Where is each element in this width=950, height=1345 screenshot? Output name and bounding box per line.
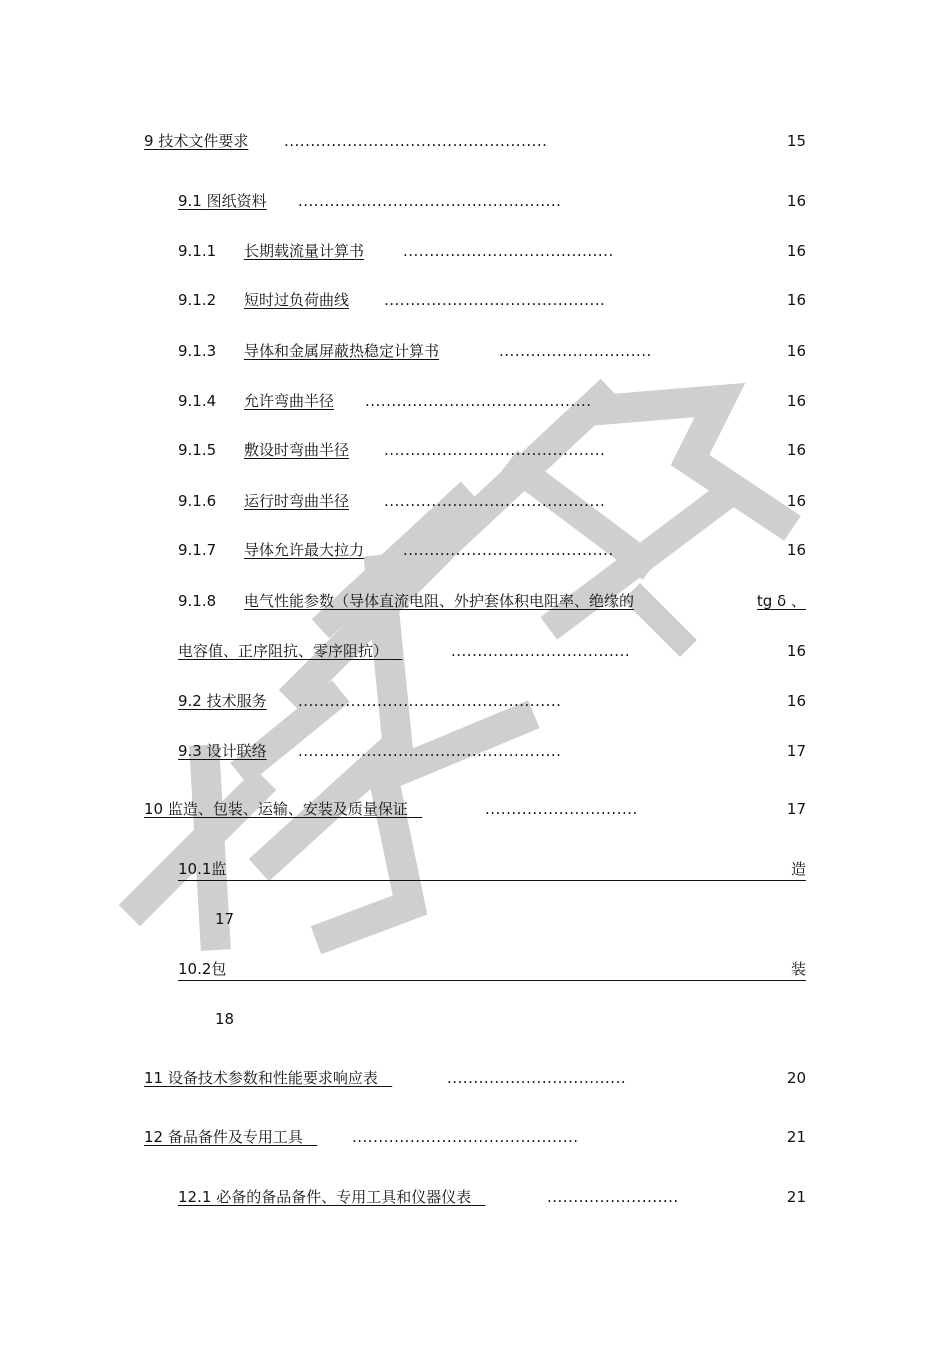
toc-entry-label: 9.1.4 允许弯曲半径 — [178, 392, 335, 410]
toc-entry[interactable] — [178, 340, 806, 362]
toc-entry-label: 9.1.3 导体和金属屏蔽热稳定计算书 — [178, 342, 440, 360]
leader-dots: ............................. — [499, 342, 652, 360]
toc-entry-label: 9.1 图纸资料 — [178, 192, 267, 210]
toc-entry[interactable] — [144, 1126, 806, 1148]
toc-entry[interactable] — [178, 740, 806, 762]
toc-entry[interactable] — [178, 490, 806, 512]
toc-entry-label: 电容值、正序阻抗、零序阻抗） — [178, 642, 389, 660]
page-number: 20 — [786, 1069, 806, 1087]
toc-entry-label: 9.1.7 导体允许最大拉力 — [178, 541, 365, 559]
leader-dots: ........................................ — [403, 242, 614, 260]
page-number: 17 — [786, 800, 806, 818]
toc-entry-label: 9.1.1 长期载流量计算书 — [178, 242, 365, 260]
underline-rule — [178, 980, 806, 981]
toc-entry[interactable] — [178, 590, 806, 612]
leader-dots: ........................................ — [403, 541, 614, 559]
leader-dots: ........................................... — [352, 1128, 579, 1146]
page-number: 16 — [786, 642, 806, 660]
leader-dots: .................................................. — [284, 132, 548, 150]
toc-entry[interactable] — [178, 390, 806, 412]
underline-rule — [178, 880, 806, 881]
leader-dots: ............................. — [485, 800, 638, 818]
toc-entry-label: 10.2包 — [178, 960, 227, 978]
toc-entry[interactable] — [178, 240, 806, 262]
leader-dots: ........................................... — [365, 392, 592, 410]
toc-entry-label: 12.1 必备的备品备件、专用工具和仪器仪表 — [178, 1188, 472, 1206]
toc-entry[interactable] — [178, 439, 806, 461]
page-number: 17 — [786, 742, 806, 760]
toc-entry-continuation[interactable] — [178, 640, 806, 662]
toc-entry[interactable] — [178, 858, 806, 880]
page-number: 17 — [215, 910, 235, 928]
toc-entry[interactable] — [178, 190, 806, 212]
leader-dots: .................................................. — [298, 742, 562, 760]
toc-entry-label: 10.1监 — [178, 860, 227, 878]
toc-entry[interactable] — [178, 539, 806, 561]
page-number: 21 — [786, 1128, 806, 1146]
leader-dots: .......................................... — [384, 291, 606, 309]
toc-entry-label: 9.2 技术服务 — [178, 692, 267, 710]
leader-dots: ......................... — [547, 1188, 679, 1206]
leader-dots: .................................. — [447, 1069, 627, 1087]
toc-entry-label: 12 备品备件及专用工具 — [144, 1128, 303, 1146]
leader-dots: .................................. — [451, 642, 631, 660]
page-number: 16 — [786, 692, 806, 710]
page-number: 16 — [786, 492, 806, 510]
toc-entry-label: 11 设备技术参数和性能要求响应表 — [144, 1069, 378, 1087]
toc-entry-label-tail: 装 — [790, 960, 806, 978]
leader-dots: .......................................... — [384, 492, 606, 510]
page-number: 18 — [215, 1010, 235, 1028]
toc-entry-label-tail: tg δ 、 — [756, 592, 806, 610]
page-number: 16 — [786, 242, 806, 260]
toc-entry[interactable] — [178, 1186, 806, 1208]
page-number: 16 — [786, 291, 806, 309]
toc-entry-label: 9.1.5 敷设时弯曲半径 — [178, 441, 350, 459]
toc-entry-label: 9.1.6 运行时弯曲半径 — [178, 492, 350, 510]
toc-entry-label-tail: 造 — [790, 860, 806, 878]
toc-entry[interactable] — [178, 690, 806, 712]
page-number: 16 — [786, 541, 806, 559]
page-number: 16 — [786, 192, 806, 210]
page-number: 21 — [786, 1188, 806, 1206]
toc-entry-label: 10 监造、包装、运输、安装及质量保证 — [144, 800, 408, 818]
page-number: 16 — [786, 441, 806, 459]
toc-entry-label: 9.3 设计联络 — [178, 742, 267, 760]
toc-entry[interactable] — [144, 1067, 806, 1089]
toc-entry[interactable] — [178, 958, 806, 980]
page-number: 16 — [786, 392, 806, 410]
toc-entry-label: 9.1.8 电气性能参数（导体直流电阻、外护套体积电阻率、绝缘的 — [178, 592, 635, 610]
toc-entry-label: 9.1.2 短时过负荷曲线 — [178, 291, 350, 309]
toc-entry-label: 9 技术文件要求 — [144, 132, 249, 150]
page-number: 15 — [786, 132, 806, 150]
toc-entry[interactable] — [144, 130, 806, 152]
toc-entry[interactable] — [178, 289, 806, 311]
page-number: 16 — [786, 342, 806, 360]
leader-dots: .................................................. — [298, 192, 562, 210]
toc-entry[interactable] — [144, 798, 806, 820]
leader-dots: .......................................... — [384, 441, 606, 459]
leader-dots: .................................................. — [298, 692, 562, 710]
